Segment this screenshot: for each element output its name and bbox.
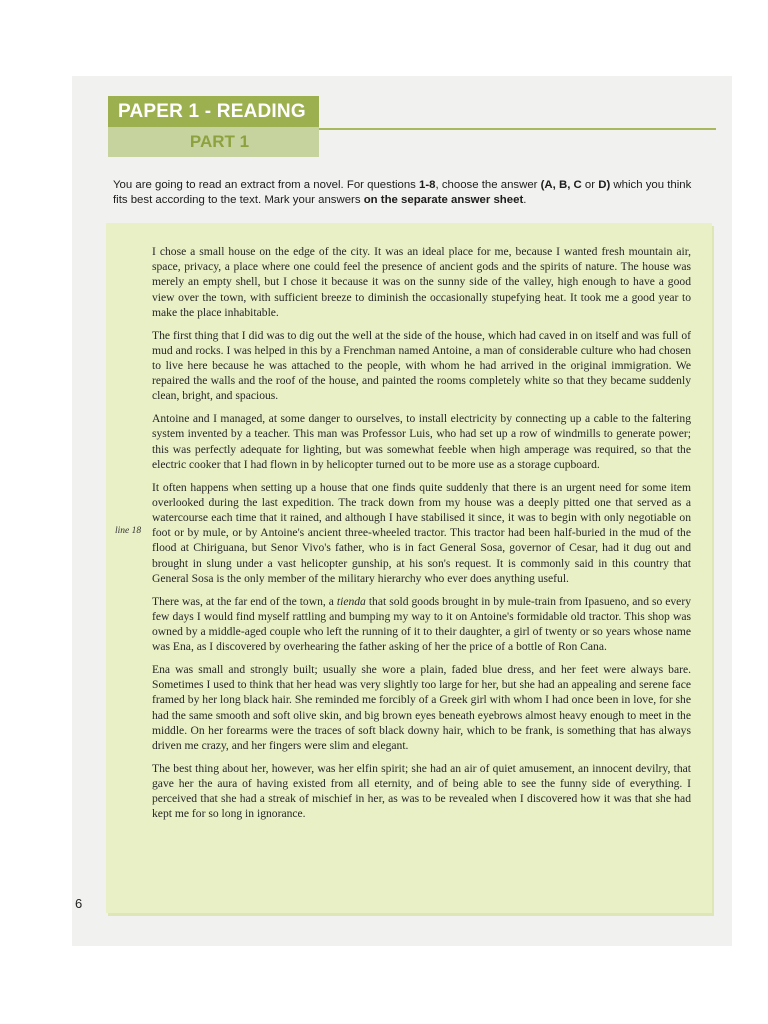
instructions-questions: 1-8 — [419, 179, 436, 191]
passage-paragraph-6: Ena was small and strongly built; usually she wore a plain, faded blue dress, and her feet were always bare. Sometimes I used to think that her head was very slightly too large for her, but she had an appealing and serene face framed by her long black hair. She reminded me forcibly of a Greek girl with whom I had once been in love, for she had the same smooth and soft olive skin, and big brown eyes beneath eyebrows almost heavy enough to meet in the middle. On her forearms were the traces of soft black downy hair, which to be frank, is something that has always driven me crazy, and her fingers were slim and elegant. — [152, 663, 691, 753]
instructions-emphasis: on the separate answer sheet — [363, 194, 524, 206]
passage-text: There was, at the far end of the town, a — [152, 594, 337, 608]
passage-paragraph-1: I chose a small house on the edge of the city. It was an ideal place for me, because I wanted fresh mountain air, space, privacy, a place where one could feel the presence of ancient gods and the spirits of nature. The house was merely an empty shell, but I chose it because it was on the sunny side of the valley, high enough to have a good view over the town, with sufficient breeze to diminish the occasionally stupefying heat. It took me a good year to make the place inhabitable. — [152, 245, 691, 319]
instructions-option-d: D) — [598, 179, 611, 191]
passage-italic-word: tienda — [336, 594, 366, 608]
reading-passage — [152, 244, 691, 829]
instructions-text: , choose the answer — [435, 179, 541, 191]
paper-title: PAPER 1 - READING — [108, 96, 319, 127]
part-title: PART 1 — [189, 132, 250, 151]
section-header — [108, 96, 319, 157]
passage-paragraph-4: It often happens when setting up a house that one finds quite suddenly that there is an urgent need for some item overlooked during the last expedition. The track down from my house was a deeply pitted one that served as a watercourse each time that it rained, and although I have stabilised it since, it was to begin with only negotiable on foot or by mule, or by Antoine's ancient three-wheeled tractor. This tractor had been half-buried in the mud of the flood at Chiriguana, but Senor Vivo's father, who is in fact General Sosa, governor of Cesar, had it dug out and brought in slung under a vast helicopter gunship, at his son's request. It is commonly said in this country that General Sosa is the only member of the military hierarchy who ever does anything useful. — [152, 480, 691, 585]
instructions-options: (A, B, C — [540, 179, 582, 191]
passage-paragraph-2: The first thing that I did was to dig out the well at the side of the house, which had caved in on itself and was full of mud and rocks. I was helped in this by a Frenchman named Antoine, a man of considerable culture who had chosen to live here because he was attached to the people, with whom he had arrived in the original immigration. We repaired the walls and the roof of the house, and painted the rooms completely white so that they became suddenly clean, bright, and spacious. — [152, 328, 691, 403]
instructions-text: You are going to read an extract from a novel. For questions — [113, 179, 420, 191]
instructions-text: or — [581, 179, 599, 191]
header-divider — [319, 128, 716, 130]
passage-text: that sold goods brought in by mule-train from Ipasueno, and so every few days I would find myself rattling and bumping my way to it on Antoine's formidable old tractor. This shop was owned by a middle-aged couple who left the running of it to their daughter, a girl of twenty or so years whose name was Ena, as I discovered by overhearing the father asking of her the price of a bottle of Ron Cana. — [152, 594, 691, 654]
instructions-text: . — [523, 194, 527, 206]
line-marker: line 18 — [115, 526, 142, 536]
page-number: 6 — [75, 896, 83, 911]
passage-paragraph-7: The best thing about her, however, was her elfin spirit; she had an air of quiet amusement, an innocent devilry, that gave her the aura of having existed from all eternity, and of being able to see the funny side of everything. I perceived that she had a streak of mischief in her, as was to be revealed when I discovered how it was that she had kept me for so long in ignorance. — [152, 761, 691, 821]
instructions-text: which you think fits best according to the text. Mark your answers — [113, 179, 692, 206]
instructions — [113, 178, 708, 208]
passage-paragraph-3: Antoine and I managed, at some danger to ourselves, to install electricity by connecting up a cable to the faltering system invented by a teacher. This man was Professor Luis, who had set up a row of windmills to generate power; this was perfectly adequate for lighting, but was somewhat feeble when high amperage was required, so that the electric cooker that I had flown in by helicopter turned out to be more use as a storage cupboard. — [152, 412, 691, 471]
passage-paragraph-5 — [152, 594, 691, 655]
